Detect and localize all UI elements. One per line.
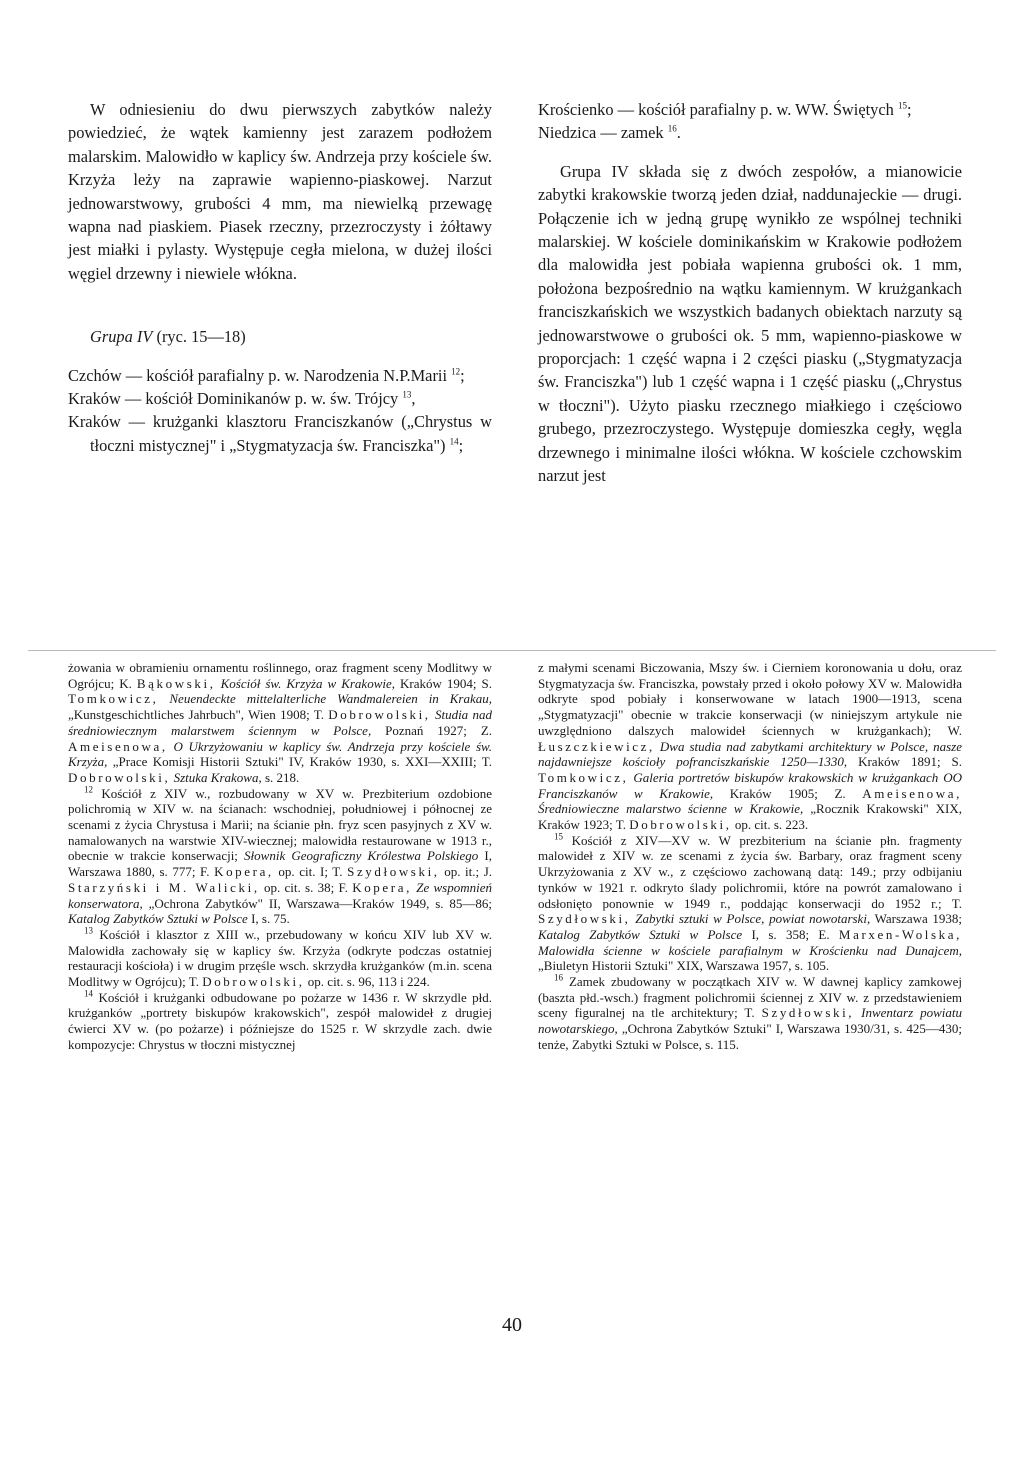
- group-title: Grupa IV: [90, 327, 153, 347]
- footnote-15: $^{15}$ Kościół z XIV—XV w. W prezbiterium na ścianie płn. fragmenty malowideł z XIV w. ze scenami z życia św. Barbary, oraz fragment sceny Ukrzyżowania z XV w., z częściowo zachowaną datą: 149.; przy odbijaniu tynków w 1921 r. odkryto ślady polichromii, które na powrót zamalowano i odsłonięto ponownie w 1949 r., poddając konserwacji do 1952 r.; T. Szydłowski, Zabytki sztuki w Polsce, powiat nowotarski, Warszawa 1938; Katalog Zabytków Sztuki w Polsce I, s. 358; E. Marxen-Wolska, Malowidła ścienne w kościele parafialnym w Krościenku nad Dunajcem, „Biuletyn Historii Sztuki" XIX, Warszawa 1957, s. 105.: [538, 831, 963, 974]
- paragraph-substrate-description: W odniesieniu do dwu pierwszych zabytków należy powiedzieć, że wątek kamienny jest zarazem podłożem malarskim. Malowidło w kaplicy św. Andrzeja przy kościele św. Krzyża leży na zaprawie wapienno-piaskowej. Narzut jednowarstwowy, grubości 4 mm, ma niewielką przewagę wapna nad piaskiem. Piasek rzeczny, przezroczysty i żółtawy jest miałki i pylasty. Występuje cegła mielona, w dużej ilości węgiel drzewny i niewiele włókna.: [68, 100, 492, 283]
- footnote-ref: 16: [667, 123, 677, 134]
- footnote-continuation: z małymi scenami Biczowania, Mszy św. i Cierniem koronowania u dołu, oraz Stygmatyzacja św. Franciszka, powstały przed i około połowy XV w. Malowidła odkryte spod pobiały i konserwowane w latach 1900—1913, scena „Stygmatyzacji" obecnie w trakcie konserwacji (w niniejszym artykule nie uwzględniono dalszych malowideł ściennych w krużgankach); W. Łuszczkiewicz, Dwa studia nad zabytkami architektury w Polsce, nasze najdawniejsze kościoły pofranciszkańskie 1250—1330, Kraków 1891; S. Tomkowicz, Galeria portretów biskupów krakowskich w krużgankach OO Franciszkanów w Krakowie, Kraków 1905; Z. Ameisenowa, Średniowieczne malarstwo ścienne w Krakowie, „Rocznik Krakowski" XIX, Kraków 1923; T. Dobrowolski, op. cit. s. 223.: [538, 660, 963, 833]
- left-footnotes-column: [68, 660, 492, 1053]
- group-figure-refs: (ryc. 15—18): [156, 327, 246, 347]
- monument-entry: Kraków — krużganki klasztoru Franciszkanów („Chrystus w tłoczni mistycznej" i „Stygmatyzacja św. Franciszka") $^{14}$;: [68, 412, 492, 455]
- footnote-12: $^{12}$ Kościół z XIV w., rozbudowany w XV w. Prezbiterium ozdobione polichromią w XIV w. na ścianach: wschodniej, południowej i północnej ze scenami z życia Chrystusa i Marii; na ścianie płn. fryz scen pasyjnych z XV w. namalowanych na warstwie XIV-wiecznej; malowidła restaurowane w 1913 r., obecnie w trakcie konserwacji; Słownik Geograficzny Królestwa Polskiego I, Warszawa 1880, s. 777; F. Kopera, op. cit. I; T. Szydłowski, op. it.; J. Starzyński i M. Walicki, op. cit. s. 38; F. Kopera, Ze wspomnień konserwatora, „Ochrona Zabytków" II, Warszawa—Kraków 1949, s. 85—86; Katalog Zabytków Sztuki w Polsce I, s. 75.: [68, 784, 493, 927]
- footnote-continuation: żowania w obramieniu ornamentu roślinnego, oraz fragment sceny Modlitwy w Ogrójcu; K. Bąkowski, Kościół św. Krzyża w Krakowie, Kraków 1904; S. Tomkowicz, Neuendeckte mittelalterliche Wandmalereien in Krakau, „Kunstgeschichtliches Jahrbuch", Wien 1908; T. Dobrowolski, Studia nad średniowiecznym malarstwem ściennym w Polsce, Poznań 1927; Z. Ameisenowa, O Ukrzyżowaniu w kaplicy św. Andrzeja przy kościele św. Krzyża, „Prace Komisji Historii Sztuki" IV, Kraków 1930, s. XXI—XXIII; T. Dobrowolski, Sztuka Krakowa, s. 218.: [68, 660, 493, 785]
- right-main-column: [538, 98, 962, 488]
- footnote-ref: 12: [451, 366, 461, 377]
- monument-entry: Czchów — kościół parafialny p. w. Narodzenia N.P.Marii $^{12}$;: [68, 365, 465, 385]
- footnote-16: $^{16}$ Zamek zbudowany w początkach XIV w. W dawnej kaplicy zamkowej (baszta płd.-wsch.) fragment polichromii ściennej z XIV w. z przedstawieniem sceny figuralnej na tle architektury; T. Szydłowski, Inwentarz powiatu nowotarskiego, „Ochrona Zabytków Sztuki" I, Warszawa 1930/31, s. 425—430; tenże, Zabytki Sztuki w Polsce, s. 115.: [538, 972, 963, 1052]
- footnote-13: $^{13}$ Kościół i klasztor z XIII w., przebudowany w końcu XIV lub XV w. Malowidła zachowały się w kaplicy św. Krzyża (odkryte podczas ostatniej restauracji kościoła) i w drugim przęśle wsch. skrzydła krużganków (m.in. scena Modlitwy w Ogrójcu); T. Dobrowolski, op. cit. s. 96, 113 i 224.: [68, 925, 493, 990]
- footnote-ref: 15: [897, 100, 907, 111]
- monument-entry: Niedzica — zamek $^{16}$.: [538, 123, 681, 143]
- footnote-ref: 13: [402, 389, 412, 400]
- footnote-ref: 14: [449, 436, 459, 447]
- left-main-column: [68, 98, 492, 457]
- footnote-separator: [28, 650, 996, 651]
- footnote-14: $^{14}$ Kościół i krużganki odbudowane po pożarze w 1436 r. W skrzydle płd. krużganków „portrety biskupów krakowskich", zespół malowideł z drugiej ćwierci XV w. (po pożarze) i późniejsze do 1525 r. W skrzydle zach. dwie kompozycje: Chrystus w tłoczni mistycznej: [68, 988, 493, 1052]
- monument-entry: Kraków — kościół Dominikanów p. w. św. Trójcy $^{13}$,: [68, 389, 416, 409]
- group-heading: [68, 325, 492, 348]
- right-footnotes-column: [538, 660, 962, 1053]
- page-number: 40: [502, 1314, 522, 1336]
- monument-entry: Krościenko — kościół parafialny p. w. WW. Świętych $^{15}$;: [538, 100, 912, 119]
- paragraph-group-iv: Grupa IV składa się z dwóch zespołów, a mianowicie zabytki krakowskie tworzą jeden dział, naddunajeckie — drugi. Połączenie ich w jedną grupę wynikło ze wspólnej techniki malarskiej. W kościele dominikańskim w Krakowie podłożem dla malowidła jest pobiała wapienna grubości ok. 1 mm, położona bezpośrednio na wątku kamiennym. W krużgankach franciszkańskich we wszystkich badanych obiektach narzuty są jednowarstwowe o grubości ok. 5 mm, wapienno-piaskowe w proporcjach: 1 część wapna i 2 części piasku („Stygmatyzacja św. Franciszka") lub 1 część wapna i 1 część piasku („Chrystus w tłoczni"). Użyto piasku rzecznego miałkiego i częściowo grubego, przezroczystego. Występuje domieszka cegły, węgla drzewnego i minimalne ilości włókna. W kościele czchowskim narzut jest: [538, 161, 962, 486]
